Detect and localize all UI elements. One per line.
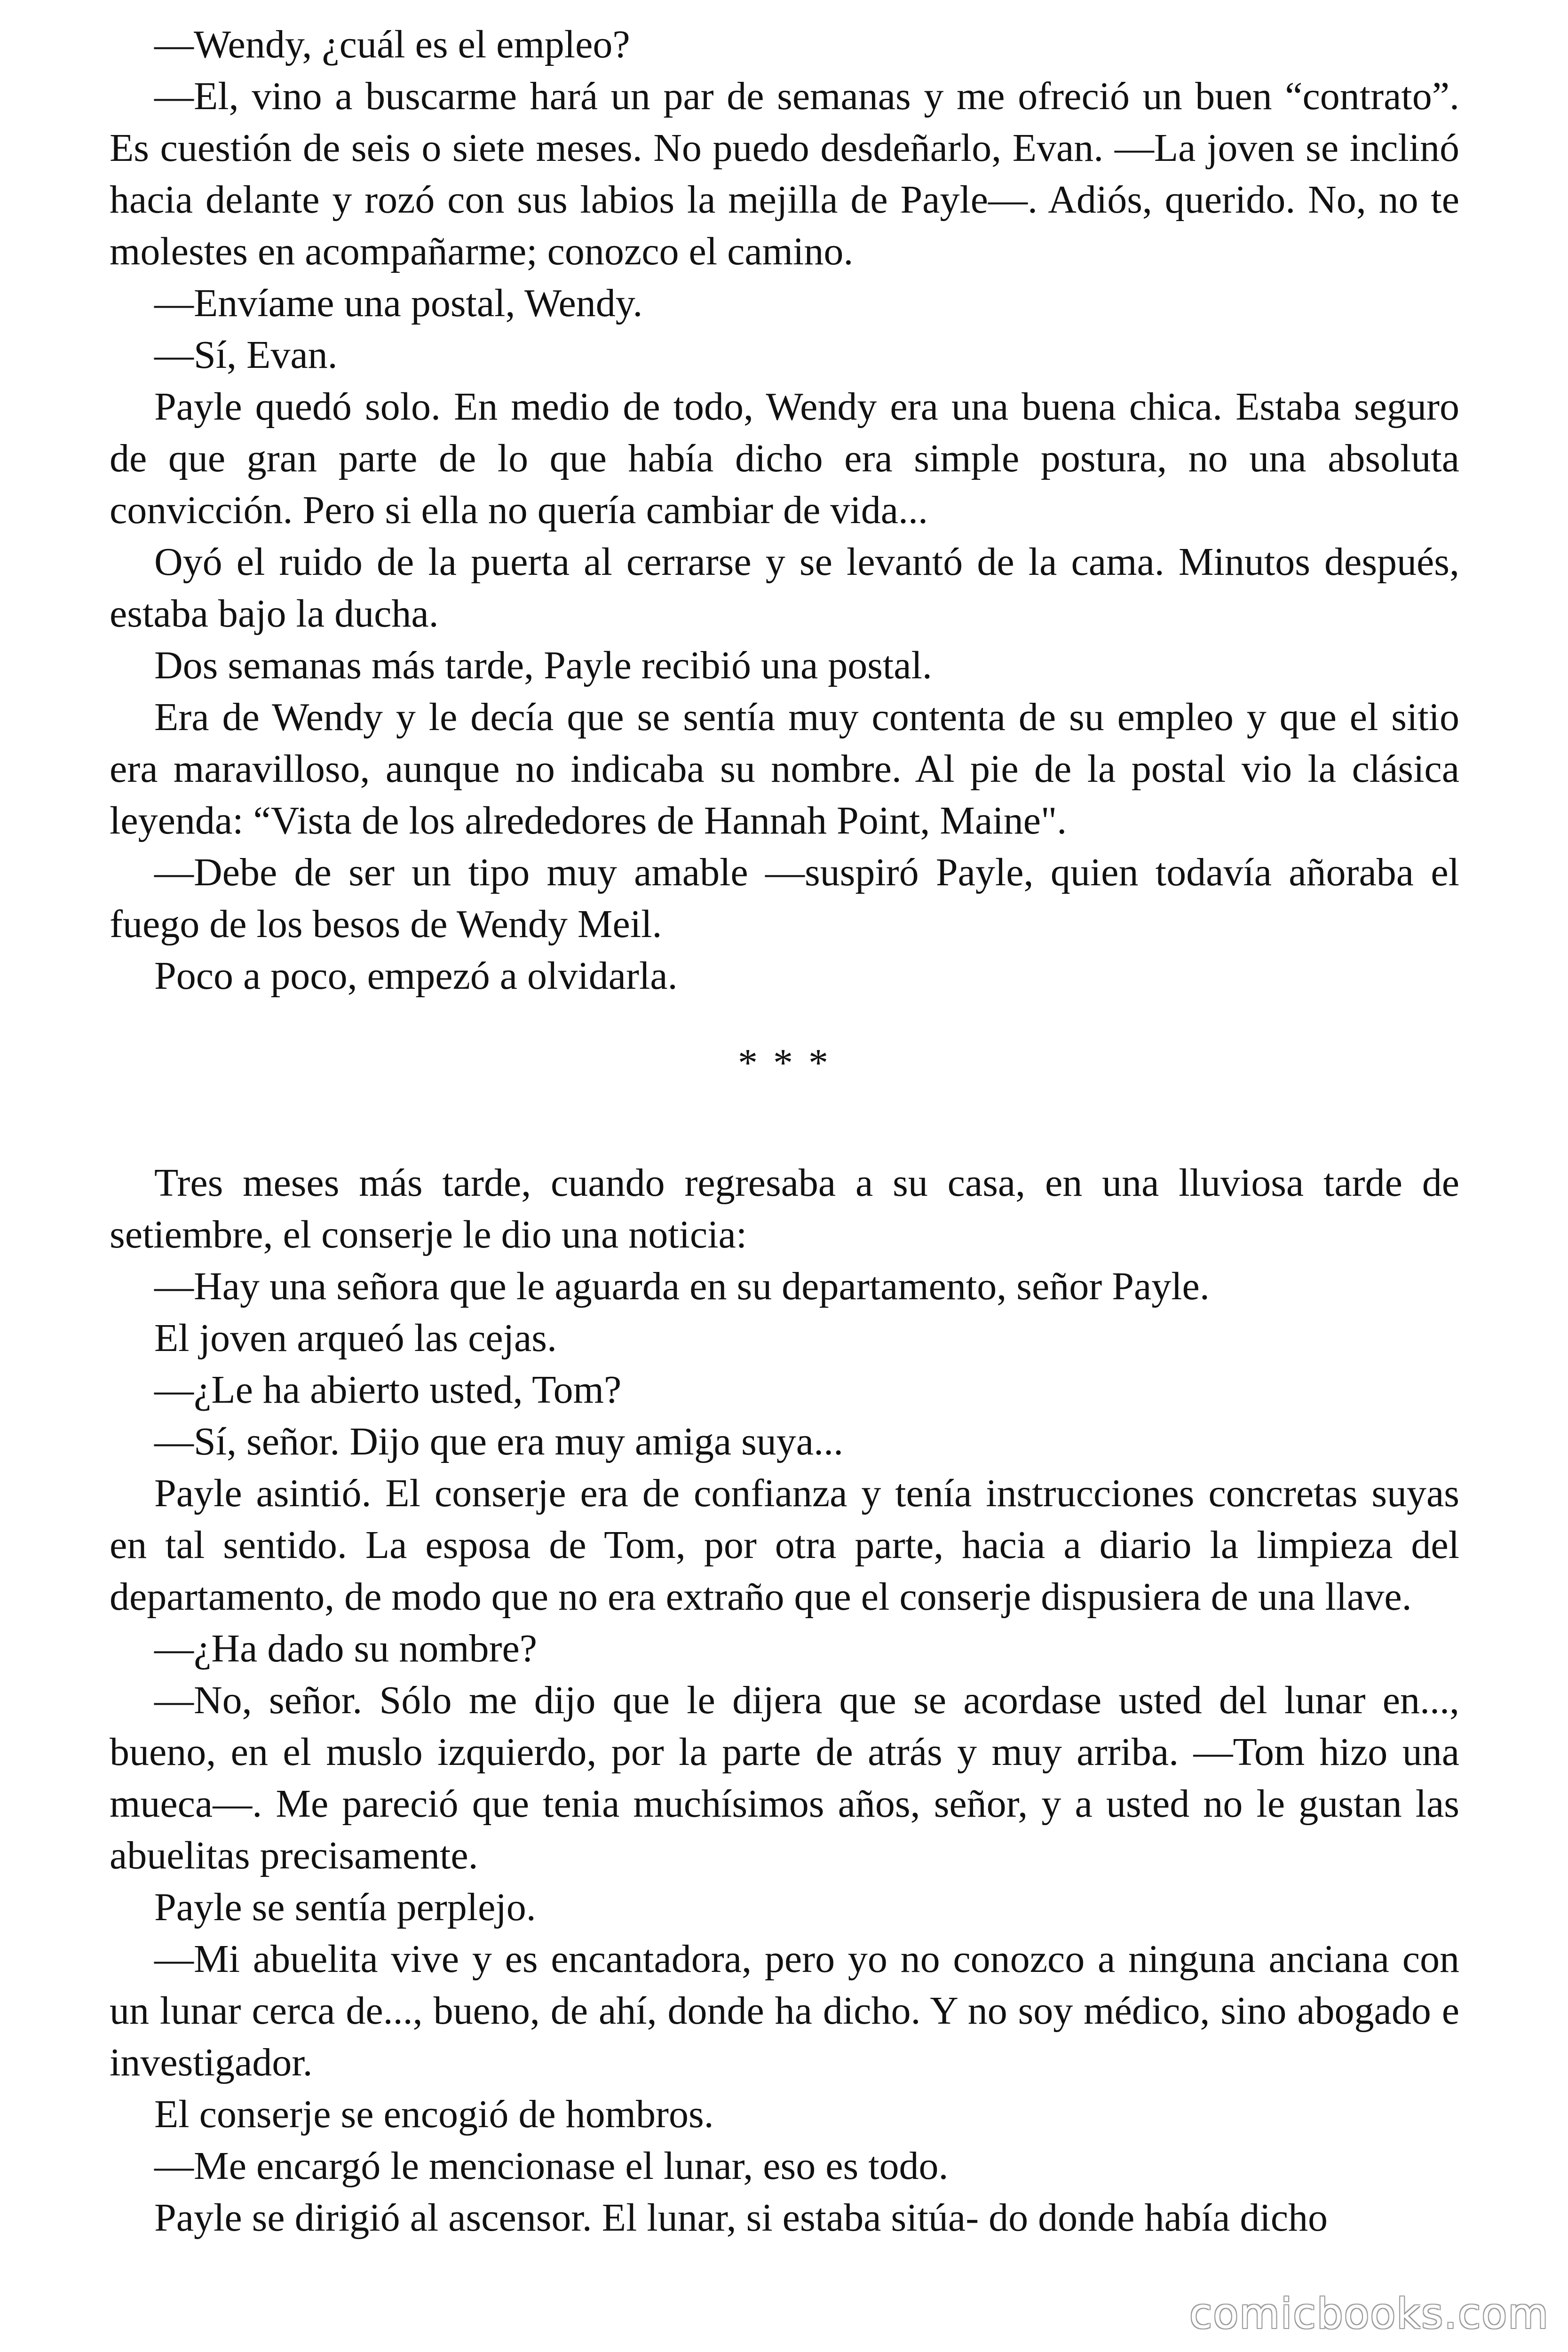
paragraph: Payle asintió. El conserje era de confianza y tenía instrucciones concretas suyas en tal sentido. La esposa de Tom, por otra parte, hacia a diario la limpieza del departamento, de modo que no era extraño que el conserje dispusiera de una llave. bbox=[110, 1471, 1459, 1619]
paragraph: Oyó el ruido de la puerta al cerrarse y se levantó de la cama. Minutos después, estaba bajo la ducha. bbox=[110, 540, 1459, 636]
scene-break: * * * bbox=[738, 1041, 831, 1085]
paragraph: Payle se sentía perplejo. bbox=[154, 1885, 536, 1929]
paragraph: —Wendy, ¿cuál es el empleo? bbox=[154, 23, 630, 66]
paragraph: El conserje se encogió de hombros. bbox=[154, 2092, 714, 2136]
paragraph: —El, vino a buscarme hará un par de semanas y me ofreció un buen “contrato”. Es cuestión de seis o siete meses. No puedo desdeñarlo, Evan. —La joven se inclinó hacia delante y rozó con sus labios la mejilla de Payle—. Adiós, querido. No, no te molestes en acompañarme; conozco el camino. bbox=[110, 74, 1459, 273]
paragraph: Dos semanas más tarde, Payle recibió una postal. bbox=[154, 644, 932, 687]
paragraph: Tres meses más tarde, cuando regresaba a su casa, en una lluviosa tarde de setiembre, el conserje le dio una noticia: bbox=[110, 1161, 1459, 1256]
document-page bbox=[110, 19, 1459, 2244]
paragraph: —Hay una señora que le aguarda en su departamento, señor Payle. bbox=[154, 1264, 1210, 1308]
paragraph: —No, señor. Sólo me dijo que le dijera que se acordase usted del lunar en..., bueno, en el muslo izquierdo, por la parte de atrás y muy arriba. —Tom hizo una mueca—. Me pareció que tenia muchísimos años, señor, y a usted no le gustan las abuelitas precisamente. bbox=[110, 1678, 1459, 1877]
paragraph: Poco a poco, empezó a olvidarla. bbox=[154, 954, 678, 998]
paragraph: Payle se dirigió al ascensor. El lunar, si estaba sitúa- do donde había dicho bbox=[154, 2196, 1328, 2240]
paragraph: Era de Wendy y le decía que se sentía muy contenta de su empleo y que el sitio era maravilloso, aunque no indicaba su nombre. Al pie de la postal vio la clásica leyenda: “Vista de los alrededores de Hannah Point, Maine". bbox=[110, 695, 1459, 842]
paragraph: Payle quedó solo. En medio de todo, Wendy era una buena chica. Estaba seguro de que gran parte de lo que había dicho era simple postura, no una absoluta convicción. Pero si ella no quería cambiar de vida... bbox=[110, 385, 1459, 532]
paragraph: El joven arqueó las cejas. bbox=[154, 1316, 557, 1360]
paragraph: —Envíame una postal, Wendy. bbox=[154, 281, 643, 325]
section-after-break bbox=[110, 1157, 1459, 2244]
section-before-break bbox=[110, 19, 1459, 1002]
paragraph: —Mi abuelita vive y es encantadora, pero yo no conozco a ninguna anciana con un lunar cerca de..., bueno, de ahí, donde ha dicho. Y no soy médico, sino abogado e investigador. bbox=[110, 1937, 1459, 2084]
paragraph: —Me encargó le mencionase el lunar, eso es todo. bbox=[154, 2144, 949, 2188]
paragraph: —Sí, Evan. bbox=[154, 333, 338, 377]
paragraph: —¿Le ha abierto usted, Tom? bbox=[154, 1368, 622, 1412]
watermark: comicbooks.com bbox=[1189, 2289, 1549, 2338]
paragraph: —Debe de ser un tipo muy amable —suspiró Payle, quien todavía añoraba el fuego de los besos de Wendy Meil. bbox=[110, 850, 1459, 946]
paragraph: —Sí, señor. Dijo que era muy amiga suya... bbox=[154, 1420, 844, 1463]
paragraph: —¿Ha dado su nombre? bbox=[154, 1627, 538, 1670]
